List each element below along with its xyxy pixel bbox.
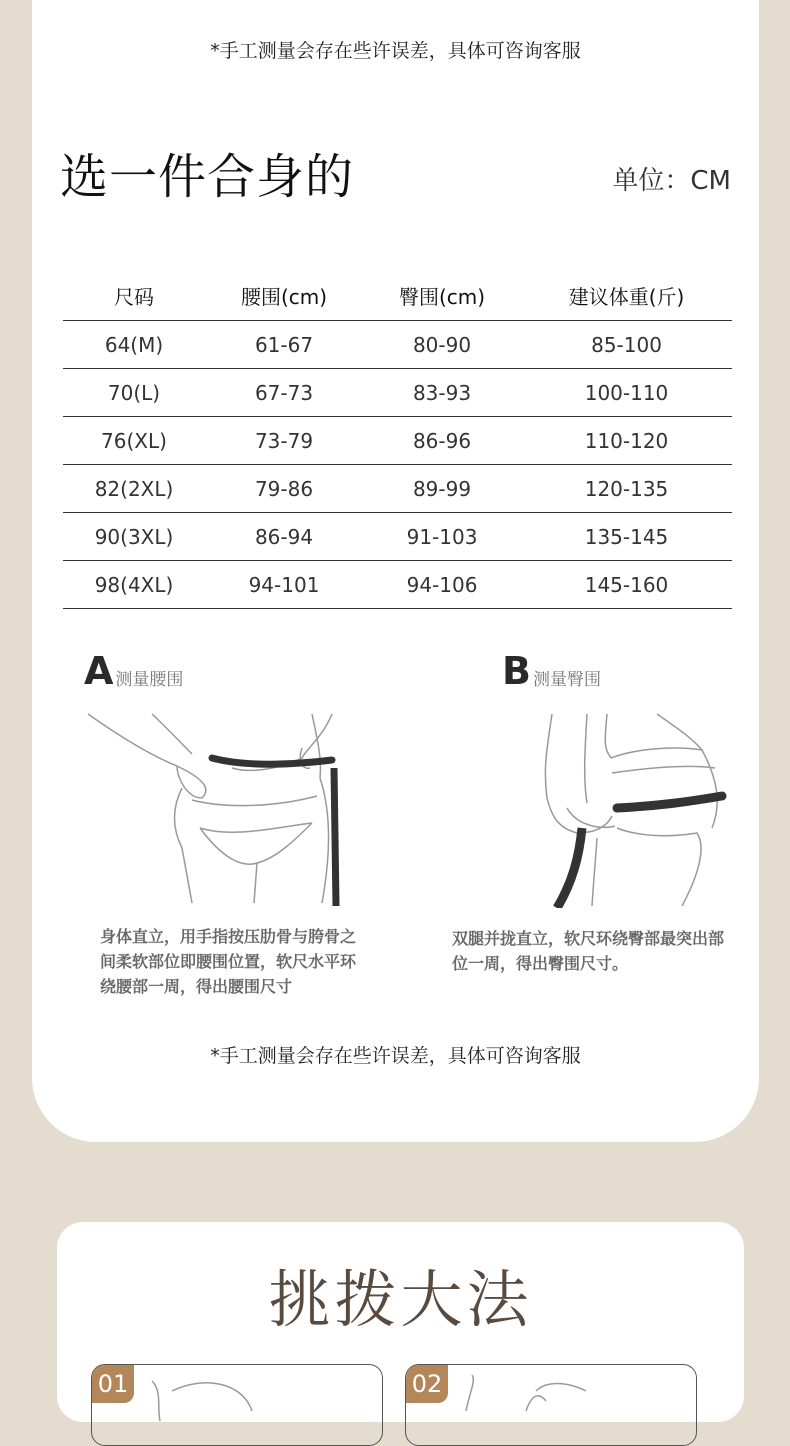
cell-weight: 110-120 xyxy=(521,417,732,465)
cell-hip: 80-90 xyxy=(363,321,521,369)
cell-waist: 73-79 xyxy=(205,417,363,465)
cell-waist: 61-67 xyxy=(205,321,363,369)
waist-measure-illustration xyxy=(82,708,342,908)
page-title: 选一件合身的 xyxy=(60,149,355,205)
cell-size: 70(L) xyxy=(63,369,205,417)
measure-waist-text: 测量腰围 xyxy=(115,670,184,690)
cell-waist: 86-94 xyxy=(205,513,363,561)
cell-weight: 145-160 xyxy=(521,561,732,609)
cell-size: 98(4XL) xyxy=(63,561,205,609)
step-number: 01 xyxy=(92,1365,134,1403)
cell-hip: 89-99 xyxy=(363,465,521,513)
cell-size: 82(2XL) xyxy=(63,465,205,513)
cell-hip: 83-93 xyxy=(363,369,521,417)
size-guide-card xyxy=(32,0,759,1142)
cell-size: 64(M) xyxy=(63,321,205,369)
cell-hip: 91-103 xyxy=(363,513,521,561)
size-table xyxy=(63,270,732,609)
step-card-02 xyxy=(405,1364,697,1446)
cell-weight: 85-100 xyxy=(521,321,732,369)
step-illustration-icon xyxy=(456,1371,656,1431)
table-row xyxy=(63,369,732,417)
table-row xyxy=(63,561,732,609)
cell-hip: 86-96 xyxy=(363,417,521,465)
step-card-01 xyxy=(91,1364,383,1446)
table-row xyxy=(63,417,732,465)
table-header-row xyxy=(63,270,732,321)
picking-method-card xyxy=(57,1222,744,1422)
header-waist: 腰围(cm) xyxy=(205,270,363,321)
cell-waist: 94-101 xyxy=(205,561,363,609)
measure-letter-a: A xyxy=(84,649,114,693)
header-size: 尺码 xyxy=(63,270,205,321)
section-title: 挑拨大法 xyxy=(268,1263,533,1336)
cell-weight: 120-135 xyxy=(521,465,732,513)
table-row xyxy=(63,321,732,369)
measure-letter-b: B xyxy=(502,649,531,693)
cell-waist: 79-86 xyxy=(205,465,363,513)
measurement-note-top: *手工测量会存在些许误差，具体可咨询客服 xyxy=(210,40,581,62)
measure-hip-label xyxy=(502,649,601,693)
cell-size: 76(XL) xyxy=(63,417,205,465)
measure-waist-desc: 身体直立，用手指按压肋骨与胯骨之间柔软部位即腰围位置，软尺水平环绕腰部一周，得出腰围尺寸 xyxy=(100,927,357,996)
measure-hip-desc: 双腿并拢直立，软尺环绕臀部最突出部位一周，得出臀围尺寸。 xyxy=(452,929,725,973)
header-hip: 臀围(cm) xyxy=(363,270,521,321)
header-weight: 建议体重(斤) xyxy=(521,270,732,321)
hip-measure-illustration xyxy=(507,708,757,908)
measure-waist-label xyxy=(84,649,184,693)
table-row xyxy=(63,465,732,513)
cell-hip: 94-106 xyxy=(363,561,521,609)
cell-waist: 67-73 xyxy=(205,369,363,417)
unit-label: 单位：CM xyxy=(612,166,731,196)
cell-weight: 135-145 xyxy=(521,513,732,561)
measurement-note-bottom: *手工测量会存在些许误差，具体可咨询客服 xyxy=(210,1045,581,1067)
cell-weight: 100-110 xyxy=(521,369,732,417)
table-row xyxy=(63,513,732,561)
step-illustration-icon xyxy=(142,1371,342,1431)
measure-hip-text: 测量臀围 xyxy=(532,670,601,690)
cell-size: 90(3XL) xyxy=(63,513,205,561)
step-number: 02 xyxy=(406,1365,448,1403)
